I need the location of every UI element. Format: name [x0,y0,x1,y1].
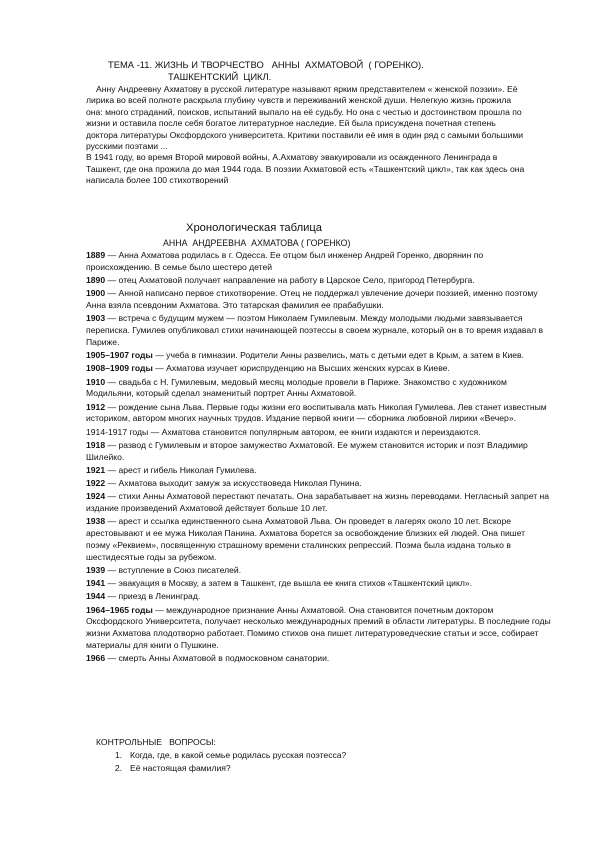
entry-year: 1921 [86,464,106,475]
entry-year: 1905–1907 годы [86,350,153,360]
entry-year: 1890 [86,275,106,285]
entry-year: 1924 [86,491,106,502]
entry-text: — арест и гибель Николая Гумилева. [105,464,257,475]
chronology-entry [86,250,551,273]
question-number: 1. [114,750,122,760]
chronology-entry [86,578,551,590]
entry-text: — эвакуация в Москву, а затем в Ташкент, где вышла ее книга стихов «Ташкентский цикл». [105,578,473,589]
topic-title: ТЕМА -11. ЖИЗНЬ И ТВОРЧЕСТВО АННЫ АХМАТОВОЙ ( ГОРЕНКО). [108,59,424,70]
entry-text: — рождение сына Льва. Первые годы жизни его воспитывала мать Николая Гумилева. Лев станет известным историком, автором многих научных трудов. Издание первой книги — сборника любовной лирики «Вечер». [86,401,547,424]
question-item [96,762,516,775]
entry-year: 1939 [86,564,106,575]
chronology-entry [86,478,551,490]
chronology-entry [86,427,551,439]
topic-subtitle: ТАШКЕНТСКИЙ ЦИКЛ. [168,71,272,82]
chronology-entry [86,377,551,400]
entry-text: 1914-1917 годы — Ахматова становится популярным автором, ее книги издаются и переиздаются. [86,426,481,437]
intro-text [86,84,526,187]
entry-text: — Ахматова выходит замуж за искусствоведа Николая Пунина. [105,478,362,489]
entry-text: — стихи Анны Ахматовой перестают печатать. Она зарабатывает на жизнь переводами. Негласный запрет на издание произведений Ахматовой действует больше 10 лет. [86,491,550,514]
entry-year: 1941 [86,578,106,589]
intro-paragraph: Анну Андреевну Ахматову в русской литературе называют ярким представителем « женской поэзии». Её лирика во всей полноте раскрыла глубину чувств и переживаний женской души. Нелегкую жизнь прожила она: много страданий, поисков, испытаний выпало на её судьбу. Но она с честью и достоинством прошла по жизни и оставила после себя богатое литературное наследие. Ей была присуждена почетная степень доктора литературы Оксфордского университета. Критики поставили её имя в один ряд с самыми большими русскими поэтами ... [86,84,524,152]
entry-year: 1910 [86,376,106,387]
question-number: 2. [114,762,122,773]
question-text: Её настоящая фамилия? [130,762,231,773]
entry-year: 1900 [86,288,106,299]
question-item [96,749,516,762]
chronology-title: Хронологическая таблица [186,222,322,234]
entry-text: — Анна Ахматова родилась в г. Одесса. Ее отцом был инженер Андрей Горенко, дворянин по происхождению. В семье было шестеро детей [86,250,484,272]
entry-year: 1964–1965 годы [86,604,153,615]
entry-year: 1889 [86,250,106,260]
entry-text: — развод с Гумилевым и второе замужество Ахматовой. Ее мужем становится историк и поэт Владимир Шилейко. [86,439,528,462]
entry-year: 1903 [86,313,106,324]
entry-text: — арест и ссылка единственного сына Ахматовой Льва. Он проведет в лагерях около 10 лет. Вскоре арестовывают и ее мужа Николая Панина. Ахматова борется за освобождение близких ей людей. Она пишет поэму «Реквием», посвященную страшному времени сталинских репрессий. Поэма была издана только в шестидесятые годы за рубежом. [86,516,526,562]
entry-year: 1922 [86,478,106,489]
entry-text: — встреча с будущим мужем — поэтом Николаем Гумилевым. Между молодыми людьми завязывается переписка. Гумилев опубликовал стихи начинающей поэтессы в своем журнале, который он в то время издавал в Париже. [86,313,544,347]
chronology-entry [86,565,551,577]
entry-year: 1938 [86,516,106,527]
chronology-entry [86,350,551,362]
entry-text: — учеба в гимназии. Родители Анны развелись, мать с детьми едет в Крым, а затем в Киев. [152,350,525,360]
chronology-entry [86,288,551,311]
chronology-entry [86,440,551,463]
chronology-entry [86,402,551,425]
chronology-entry [86,313,551,348]
chronology-entry [86,591,551,603]
questions-list [96,749,516,774]
chronology-list [86,250,551,666]
entry-text: — свадьба с Н. Гумилевым, медовый месяц молодые провели в Париже. Знакомство с художником Модильяни, который сделал знаменитый портрет Анны Ахматовой. [86,376,507,399]
chronology-entry [86,275,551,287]
chronology-entry [86,465,551,477]
entry-year: 1918 [86,439,106,450]
chronology-entry [86,516,551,563]
entry-text: — Анной написано первое стихотворение. Отец не поддержал увлечение дочери поэзией, именно поэтому Анна взяла псевдоним Ахматова. Это татарская фамилия ее прабабушки. [86,288,538,310]
entry-year: 1944 [86,591,106,602]
intro-paragraph: В 1941 году, во время Второй мировой войны, А.Ахматову эвакуировали из осажденного Ленинграда в Ташкент, где она прожила до мая 1944 года. В поэзии Ахматовой есть «Ташкентский цикл», так как здесь она написала более 100 стихотворений [86,152,525,186]
entry-text: — смерть Анны Ахматовой в подмосковном санатории. [105,653,330,664]
entry-text: — отец Ахматовой получает направление на работу в Царское Село, пригород Петербурга. [105,275,475,285]
entry-year: 1912 [86,401,106,412]
chronology-subtitle: АННА АНДРЕЕВНА АХМАТОВА ( ГОРЕНКО) [163,238,351,248]
entry-year: 1966 [86,653,106,664]
chronology-entry [86,491,551,514]
entry-text: — вступление в Союз писателей. [105,564,242,575]
entry-text: — Ахматова изучает юриспруденцию на Высших женских курсах в Киеве. [152,363,450,374]
chronology-entry [86,605,551,652]
entry-text: — приезд в Ленинград. [105,591,201,602]
entry-text: — международное признание Анны Ахматовой. Она становится почетным доктором Оксфордского Университета, получает несколько международных премий в области литературы. В последние годы жизни Ахматова плодотворно работает. Помимо стихов она пишет литературоведческие статьи и эссе, собирает материалы для книги о Пушкине. [86,604,551,650]
chronology-entry [86,653,551,665]
questions-title: КОНТРОЛЬНЫЕ ВОПРОСЫ: [96,737,216,747]
entry-year: 1908–1909 годы [86,363,153,374]
question-text: Когда, где, в какой семье родилась русская поэтесса? [130,750,347,760]
chronology-entry [86,363,551,375]
